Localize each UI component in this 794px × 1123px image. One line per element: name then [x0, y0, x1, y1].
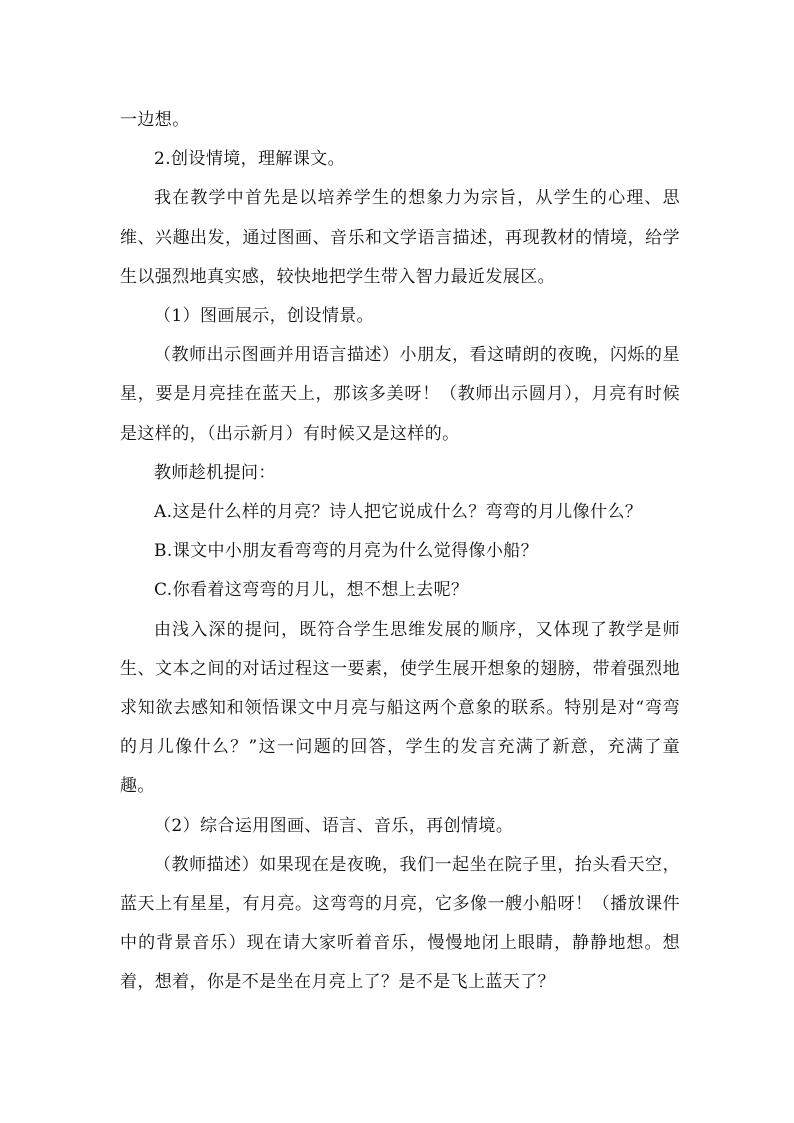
- paragraph: 由浅入深的提问，既符合学生思维发展的顺序，又体现了教学是师生、文本之间的对话过程这一要素，使学生展开想象的翅膀，带着强烈地求知欲去感知和领悟课文中月亮与船这两个意象的联系。特别是对“弯弯的月儿像什么？”这一问题的回答，学生的发言充满了新意，充满了童趣。: [120, 619, 680, 797]
- paragraph: 教师趁机提问：: [154, 462, 276, 483]
- paragraph: （教师出示图画并用语言描述）小朋友，看这晴朗的夜晚，闪烁的星星，要是月亮挂在蓝天上，那该多美呀！（教师出示圆月），月亮有时候是这样的，（出示新月）有时候又是这样的。: [120, 345, 680, 444]
- document-body: [120, 101, 680, 1003]
- paragraph: 我在教学中首先是以培养学生的想象力为宗旨，从学生的心理、思维、兴趣出发，通过图画、音乐和文学语言描述，再现教材的情境，给学生以强烈地真实感，较快地把学生带入智力最近发展区。: [120, 188, 680, 287]
- question-item: C.你看着这弯弯的月儿，想不想上去呢？: [154, 580, 469, 601]
- subsection-heading: （2）综合运用图画、语言、音乐，再创情境。: [154, 815, 514, 836]
- paragraph-continuation: 一边想。: [120, 110, 190, 130]
- paragraph: （教师描述）如果现在是夜晚，我们一起坐在院子里，抬头看天空，蓝天上有星星，有月亮。这弯弯的月亮，它多像一艘小船呀！（播放课件中的背景音乐）现在请大家听着音乐，慢慢地闭上眼睛，静静地想。想着，想着，你是不是坐在月亮上了？是不是飞上蓝天了？: [120, 854, 680, 993]
- subsection-heading: （1）图画展示，创设情景。: [154, 306, 375, 327]
- section-heading: 2.创设情境，理解课文。: [154, 149, 346, 170]
- question-item: B.课文中小朋友看弯弯的月亮为什么觉得像小船？: [154, 541, 539, 562]
- question-item: A.这是什么样的月亮？诗人把它说成什么？弯弯的月儿像什么？: [154, 502, 643, 523]
